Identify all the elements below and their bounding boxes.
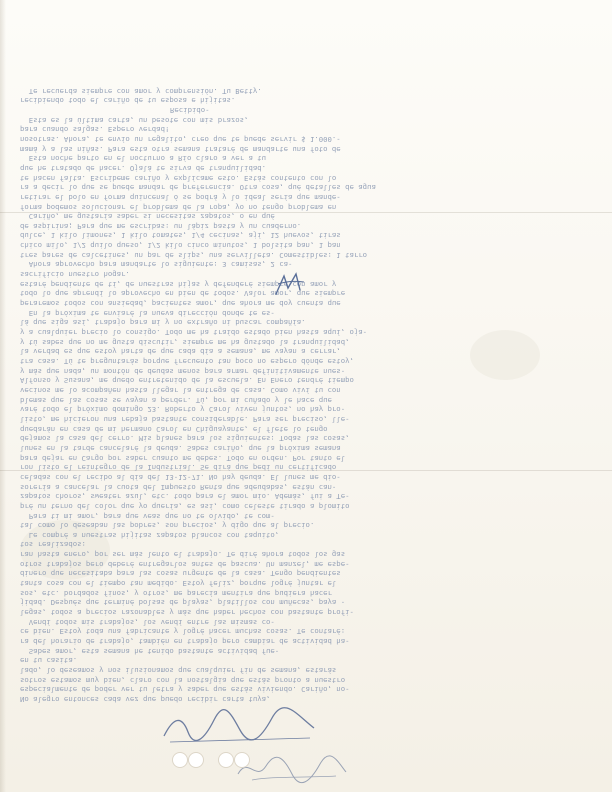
letter-line: la verdad es que estoy harta de que cada día a semana, me vayan a cerrar, bbox=[20, 347, 341, 357]
letter-line: Le compré a nuestras hijitas zapatos blancos con taquito, bbox=[20, 530, 280, 540]
letter-line: otros trabajos pero deberé entregarlos antes de pascua. Un manzel, me espe- bbox=[20, 559, 350, 569]
letter-line: Alfonso y Susana, me quedo entretenido de la escuela. En Enero tendré tiempo bbox=[20, 376, 354, 386]
letter-line: quedarán en casa de mi hermano Carol en Chiguayante, el flete lo tengo bbox=[20, 424, 328, 434]
letter-line: recibiendo todo el cariño de tu esposa e hijitas. bbox=[20, 96, 236, 106]
letter-line: listo, me hicieron una rebaja bastante considerable. Para ser preciso, lle- bbox=[20, 414, 350, 424]
letter-line: ra del horario de trabajo, también en trabajo pero cambiar de actividad ha- bbox=[20, 637, 350, 647]
letter-line: en tu casita. bbox=[20, 656, 78, 666]
paper-edge bbox=[0, 0, 6, 792]
letter-line: dejamos la casa del cerro. Mis planes para los siguientes: Todas las cosas, bbox=[20, 434, 350, 444]
letter-line: y más que nada, un montón de deudas menos para armar definitivamente nues- bbox=[20, 366, 346, 376]
letter-line: lunes en la tarde cancelaré la deuda. Sabes cariño, que la próxima semana bbox=[20, 443, 341, 453]
stamp-signature bbox=[160, 706, 320, 746]
letter-line: forma podemos solucionar el problema de la ropa, yo no tengo problema en bbox=[20, 202, 337, 212]
letter-line: sotros estamos muy bien, claro con la nostalgia que estás pronto a nuestro bbox=[20, 675, 346, 685]
punch-hole bbox=[218, 752, 234, 768]
letter-line: para cuando salgas. Espero verdad! bbox=[20, 125, 170, 135]
letter-line: celadas con el recibo al día del 13-12-71. No hay deuda. El lunes me dio- bbox=[20, 472, 341, 482]
letter-line: dinero que necesitaba para las cosas urgente de la casa. Tengo pendientes bbox=[20, 569, 341, 579]
letter-line: vecinos me lo acompañen hasta llegar la entrega de casa. Como viví tu con bbox=[20, 386, 341, 395]
letter-line: sos, etc. bordados finos, y otros, me parecía mentira que pudiera hacer bbox=[20, 588, 332, 598]
letter-line: Te recuerda siempre con amor y comprensión. Tu Betty. bbox=[20, 86, 262, 96]
letter-line: sorería a cancelar la cuota del Impuesto Renta que adeudabas, están can- bbox=[20, 482, 337, 492]
letter-line: blemas que las cosas se vayan a perder. Tú, por mi cuñado y le hace que bbox=[20, 395, 332, 405]
letter-line: jidad. Después que terminé bolsas de playas, platillos con muñecas, paya - bbox=[20, 598, 346, 608]
handwritten-mark bbox=[270, 270, 310, 300]
letter-line: estaré pendiente de tí, de nuestras hijas y defenderé siempre con amor y bbox=[20, 279, 337, 289]
letter-line: tal como lo deseaban las pobres, son precios, y digo que al precio. bbox=[20, 521, 315, 531]
letter-line: tres pares de calcetines, un par de slips, una servilleta. Comestibles: 1 tarro bbox=[20, 250, 368, 260]
letter-line: Vendí todos mis trabajos, los vendí entre las mismas co- bbox=[20, 617, 275, 627]
letter-line: peraremos todos con ansiedad, pacientes amor, que ahora me doy cuenta que bbox=[20, 299, 341, 309]
bleed-through-letter-text bbox=[20, 4, 598, 704]
punch-hole bbox=[188, 752, 204, 768]
letter-line: de aspirina; Para que me escribas: un lápiz pasta y un cuaderno. bbox=[20, 221, 302, 231]
letter-line: ra a decir lo que se puede mandar de preferencia. Otra cosa, qué detalles de agua bbox=[20, 183, 376, 193]
letter-line: Esta es la última carta, un besote con mis brazos, bbox=[20, 115, 249, 125]
letter-line: que he tratado de hacer. Ojalá te sirva de tranquilidad. bbox=[20, 163, 267, 173]
letter-line: Cariño, me gustaría saber si necesitas zapatos, o en qué bbox=[20, 212, 275, 222]
letter-line: Para ti mi amor, para que veas que no te olvido, te com- bbox=[20, 511, 275, 521]
stamp-text: Recibido- bbox=[170, 105, 210, 115]
letter-line: ran hasta enero, por ser más lento el trabajo. Te diré ahora todos los gas bbox=[20, 550, 346, 560]
letter-line: En la próxima te enviaré la nueva dirección donde te es- bbox=[20, 308, 275, 318]
letter-line: ron listo el reintegro de la Industrial. Se dirá que pedí un certificado bbox=[20, 463, 337, 473]
letter-line: mamá y a las niñas. Para esta otra semana trataré de mandarte una foto de bbox=[20, 144, 341, 154]
handwritten-signature bbox=[232, 752, 352, 788]
letter-line: No alegro entonces cada vez que puedo recibir carta tuya, bbox=[20, 695, 271, 704]
letter-line: Sabes amor, esta semana he tenido bastante actividad fue- bbox=[20, 646, 280, 656]
letter-line: lá que siga así, trabajo para mí y no extraño ni buscar compañía. bbox=[20, 318, 306, 328]
punch-hole bbox=[172, 752, 188, 768]
letter-line: todo lo que aprendí lo aprovecho en bien de todos. Valor amor, que siempre bbox=[20, 289, 346, 299]
letter-line: dulce, 1 kilo limones, 1 kilo tomates, 1/4 cecinas, ají, 12 huevos, tiras bbox=[20, 231, 341, 241]
punch-hole bbox=[234, 752, 250, 768]
letter-line: legas, todos a precios razonables y más que haber hechos con bastante profi- bbox=[20, 608, 354, 618]
letter-line: zapatos choros, sweater azul, etc. todo para el amor mío. Además, fui a Te- bbox=[20, 492, 350, 502]
letter-line: especialmente de poder ver tu letra y saber que estás viviendo. Cariño, no- bbox=[20, 685, 350, 695]
letter-line: retirar el bolo en forma quincenal ó se podrá y lo ideal sería que mande- bbox=[20, 192, 341, 202]
letter-line: chico milo, 1/2 quilo queso, 1/2 kilo cinco minutos, 1 bolsita pan, 1 pan bbox=[20, 241, 341, 251]
letter-line: y a cualquier precio lo consigo. Todo me ha traído estado bien hasta aquí, oja- bbox=[20, 328, 368, 338]
letter-line: nosotras. Ahora, te envío un regalito, creo que te puede servir $ 1.000.- bbox=[20, 134, 341, 144]
letter-line: Ahora aprovecho para mandarte lo siguiente: 3 camisas, 2 ca- bbox=[20, 260, 293, 270]
letter-line: ce bien. Estoy toda una fabricante y logré hacer muchas cosas. Te contaré: bbox=[20, 627, 346, 637]
letter-line: tos realizados: bbox=[20, 540, 86, 550]
letter-line: lado, lo deseamos y nos ilusionamos que cualquier fin de semana, estarás bbox=[20, 666, 337, 676]
letter-line: tanta cosa con el tiempo tan medido. Estoy feliz, porque logré juntar el bbox=[20, 579, 337, 589]
letter-line: sacrificio nuestro hogar. bbox=[20, 270, 130, 280]
letter-line: Esta noche parto en el nocturno a Río claro a ver a tu bbox=[20, 154, 267, 164]
letter-line: pré un terno del color que yo quería, es así, como celeste tirado a plomito bbox=[20, 501, 350, 511]
letter-line: te hacen falta. Escríbeme cariño y explícame esto. Estás contento con lo bbox=[20, 173, 337, 183]
letter-line: para dejar en Cargo por saber cuanto me debes. Todo en orden. Por tanto el bbox=[20, 453, 346, 463]
letter-line: tra casa. Tú te preguntarás porque frecuento tan poco no espero dónde estoy, bbox=[20, 357, 354, 367]
letter-line: varé todo el próximo domingo 23. Roberto y Carol viven juntos, no hay pro- bbox=[20, 405, 346, 415]
letter-line: y tú sabes que no me gusta discutir, siempre me ha gustado la tranquilidad, bbox=[20, 337, 350, 347]
